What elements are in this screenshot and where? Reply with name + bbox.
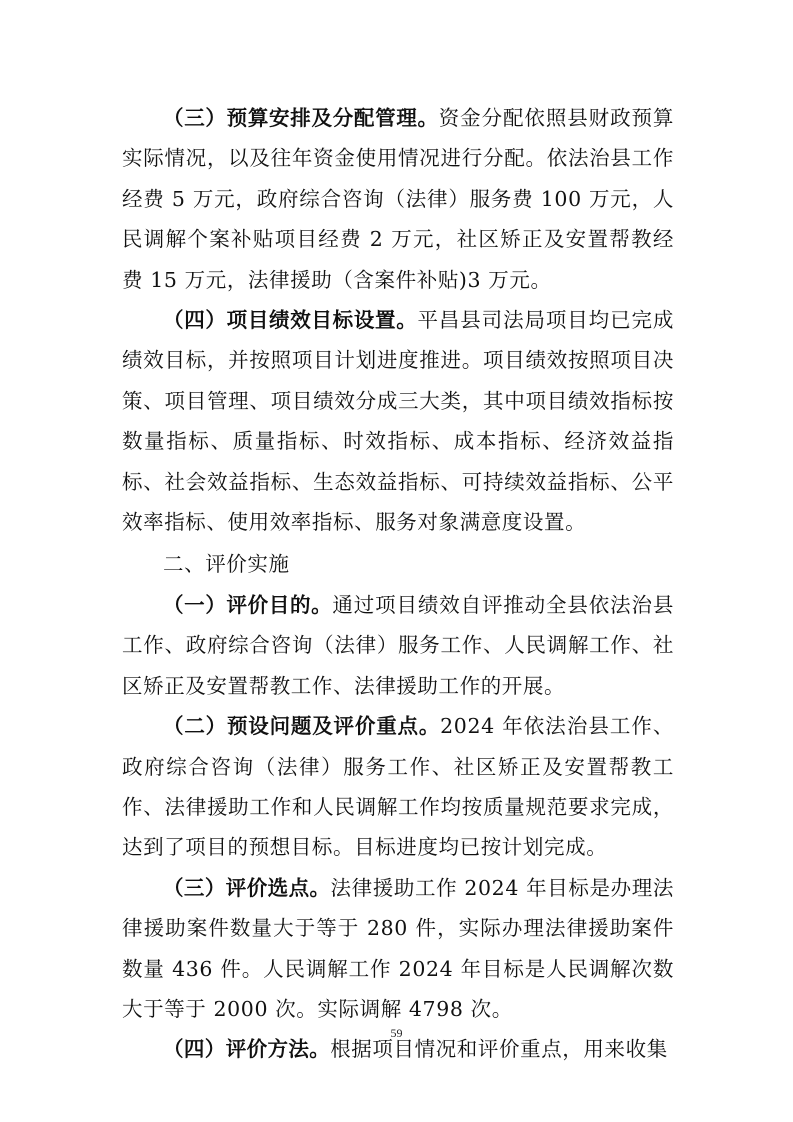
paragraph-performance-targets (122, 300, 674, 542)
paragraph-text: 通过项目绩效自评推动全县依法治县工作、政府综合咨询（法律）服务工作、人民调解工作、社区矫正及安置帮教工作、法律援助工作的开展。 (122, 592, 674, 698)
paragraph-heading: （三）预算安排及分配管理。 (163, 106, 439, 130)
section-title: 二、评价实施 (163, 552, 290, 577)
paragraph-evaluation-focus (122, 706, 674, 868)
document-body (122, 98, 674, 1070)
paragraph-heading: （三）评价选点。 (163, 875, 331, 900)
paragraph-heading: （一）评价目的。 (163, 592, 333, 617)
paragraph-evaluation-purpose (122, 585, 674, 706)
section-heading-evaluation (122, 544, 674, 584)
paragraph-evaluation-points (122, 868, 674, 1030)
paragraph-text: 根据项目情况和评价重点，用来收集 (330, 1037, 668, 1062)
page-number: 59 (390, 1026, 403, 1040)
paragraph-heading: （四）评价方法。 (163, 1037, 331, 1062)
paragraph-heading: （二）预设问题及评价重点。 (163, 714, 441, 739)
paragraph-heading: （四）项目绩效目标设置。 (163, 308, 418, 333)
paragraph-text: 2024 年依法治县工作、政府综合咨询（法律）服务工作、社区矫正及安置帮教工作、法律援助工作和人民调解工作均按质量规范要求完成，达到了项目的预想目标。目标进度均已按计划完成。 (122, 714, 674, 860)
paragraph-text: 资金分配依照县财政预算实际情况，以及往年资金使用情况进行分配。依法治县工作经费 5 万元，政府综合咨询（法律）服务费 100 万元，人民调解个案补贴项目经费 2 万元，社区矫正及安置帮教经费 15 万元，法律援助（含案件补贴)3 万元。 (122, 106, 674, 292)
paragraph-text: 平昌县司法局项目均已完成绩效目标，并按照项目计划进度推进。项目绩效按照项目决策、项目管理、项目绩效分成三大类，其中项目绩效指标按数量指标、质量指标、时效指标、成本指标、经济效益指标、社会效益指标、生态效益指标、可持续效益指标、公平效率指标、使用效率指标、服务对象满意度设置。 (122, 308, 674, 535)
paragraph-text: 法律援助工作 2024 年目标是办理法律援助案件数量大于等于 280 件，实际办理法律援助案件数量 436 件。人民调解工作 2024 年目标是人民调解次数大于等于 2000 次。实际调解 4798 次。 (122, 875, 674, 1021)
paragraph-budget-allocation (122, 98, 674, 300)
